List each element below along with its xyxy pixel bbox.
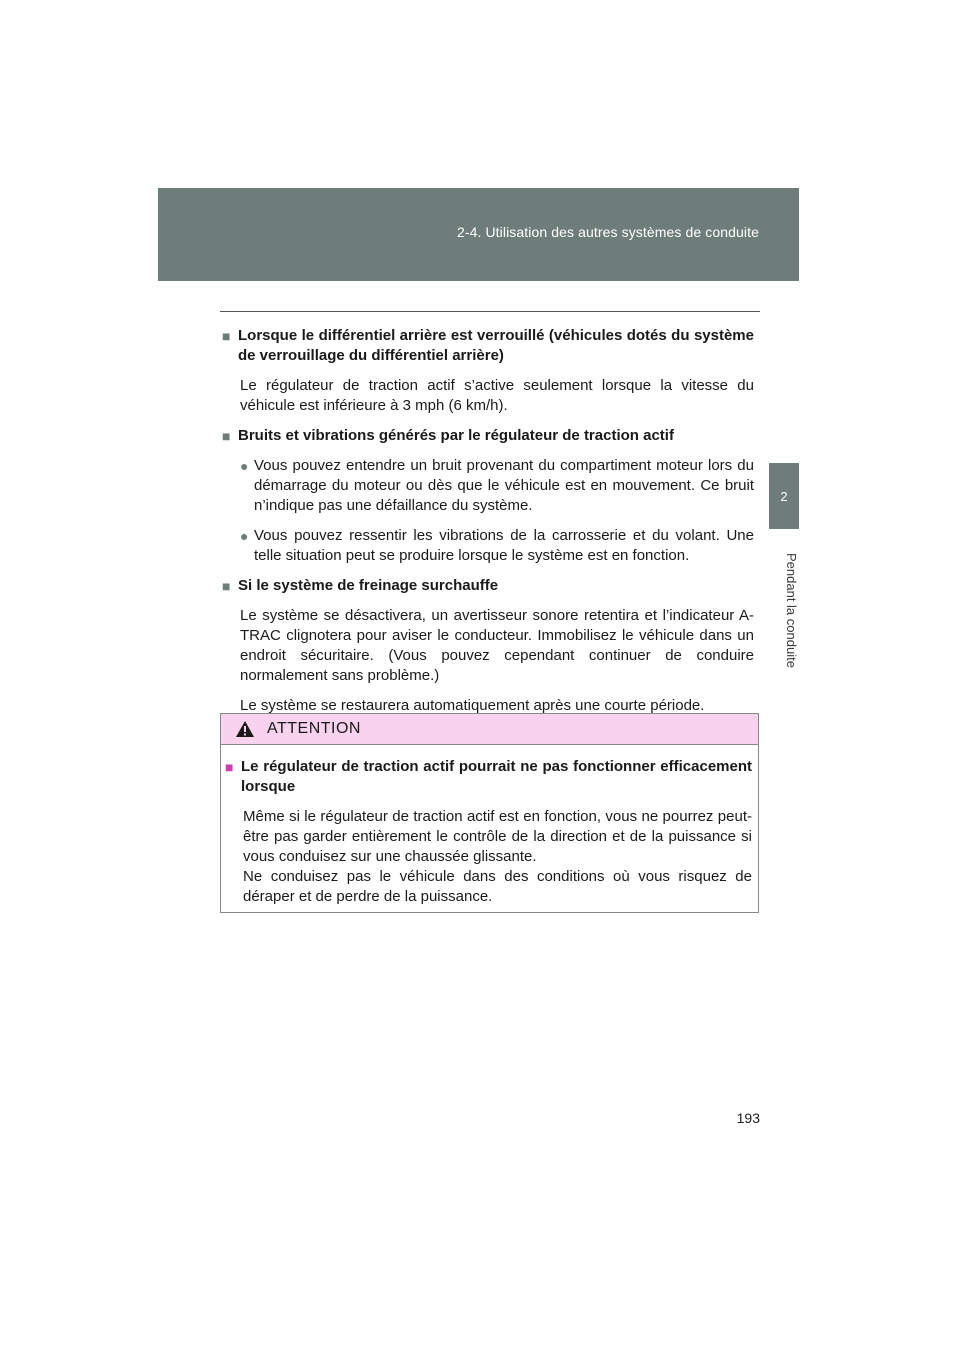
list-item: ● Vous pouvez ressentir les vibrations de la carrosserie et du volant. Une telle situation peut se produire lorsque le système est en fonction. <box>240 527 754 564</box>
warning-box <box>220 713 759 913</box>
main-content <box>222 326 754 726</box>
warning-title: ATTENTION <box>267 720 361 737</box>
warning-body: Même si le régulateur de traction actif est en fonction, vous ne pourrez peut-être pas garder entièrement le contrôle de la direction et de la puissance si vous conduisez sur une chaussée glissante. <box>243 808 752 865</box>
list-item: ● Vous pouvez entendre un bruit provenant du compartiment moteur lors du démarrage du moteur ou dès que le véhicule est en mouvement. Ce bruit n’indique pas une défaillance du système. <box>240 457 754 514</box>
header-band <box>158 188 799 281</box>
warning-body: Ne conduisez pas le véhicule dans des conditions où vous risquez de déraper et de perdre de la puissance. <box>243 868 752 905</box>
section-body: Le régulateur de traction actif s’active seulement lorsque la vitesse du véhicule est inférieure à 3 mph (6 km/h). <box>240 377 754 414</box>
chapter-label: Pendant la conduite <box>784 552 799 668</box>
square-icon: ■ <box>222 578 231 594</box>
warning-triangle-icon <box>235 720 255 738</box>
section-title: 2-4. Utilisation des autres systèmes de conduite <box>456 224 759 240</box>
square-icon: ■ <box>222 328 231 344</box>
chapter-tab <box>769 463 799 529</box>
square-icon: ■ <box>225 759 234 775</box>
page-number: 193 <box>736 1110 760 1126</box>
section-heading: ■ Si le système de freinage surchauffe <box>222 577 499 594</box>
section-heading: ■ Lorsque le différentiel arrière est verrouillé (véhicules dotés du système de verrouillage du différentiel arrière) <box>222 327 754 364</box>
warning-header <box>221 714 758 745</box>
divider <box>220 311 760 312</box>
section-body: Le système se désactivera, un avertisseur sonore retentira et l’indicateur A-TRAC clignotera pour aviser le conducteur. Immobilisez le véhicule dans un endroit sécuritaire. (Vous pouvez cependant continuer de conduire normalement sans problème.) <box>240 607 754 684</box>
warning-heading: ■ Le régulateur de traction actif pourrait ne pas fonctionner efficacement lorsque <box>225 758 752 795</box>
section-body: Le système se restaurera automatiquement après une courte période. <box>240 697 705 714</box>
chapter-number: 2 <box>780 489 788 504</box>
section-heading: ■ Bruits et vibrations générés par le régulateur de traction actif <box>222 427 674 444</box>
square-icon: ■ <box>222 428 231 444</box>
warning-content <box>221 745 758 907</box>
circle-bullet-icon: ● <box>240 458 249 474</box>
circle-bullet-icon: ● <box>240 528 249 544</box>
